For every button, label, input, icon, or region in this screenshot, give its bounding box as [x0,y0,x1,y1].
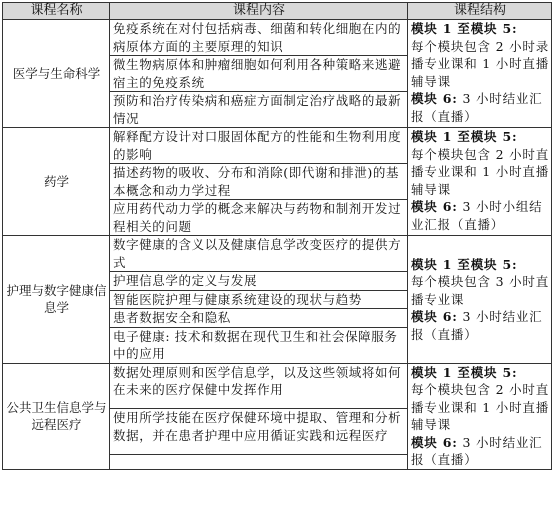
course-structure [408,236,552,364]
structure-modules-1-5-text: 每个模块包含 2 小时录播专业课和 1 小时直播辅导课 [411,38,549,89]
course-name: 药学 [3,128,110,236]
course-content-item: 电子健康: 技术和数据在现代卫生和社会保障服务中的应用 [110,327,408,363]
course-content-item: 解释配方设计对口服固体配方的性能和生物利用度的影响 [110,128,408,164]
course-content-item: 免疫系统在对付包括病毒、细菌和转化细胞在内的病原体方面的主要原理的知识 [110,20,408,56]
structure-module-6-text: 3 小时结业汇报（直播） [411,309,543,342]
structure-modules-1-5-label: 模块 1 至模块 5: [411,21,518,36]
structure-module-6-label: 模块 6: [411,199,458,214]
course-content-item: 护理信息学的定义与发展 [110,272,408,291]
structure-modules-1-5-text: 每个模块包含 2 小时直播专业课和 1 小时直播辅导课 [411,146,549,197]
structure-module-6-text: 3 小时结业汇报（直播） [411,434,543,467]
structure-modules-1-5-label: 模块 1 至模块 5: [411,129,518,144]
course-name: 护理与数字健康信息学 [3,236,110,364]
course-name: 医学与生命科学 [3,20,110,128]
course-structure [408,128,552,236]
table-row [3,20,552,56]
structure-modules-1-5-label: 模块 1 至模块 5: [411,364,518,380]
course-content-item: 数字健康的含义以及健康信息学改变医疗的提供方式 [110,236,408,272]
course-structure [408,363,552,469]
structure-module-6-text: 3 小时小组结业汇报（直播） [411,199,543,232]
table-row [3,128,552,164]
structure-modules-1-5-label: 模块 1 至模块 5: [411,256,518,272]
structure-module-6-label: 模块 6: [411,309,458,324]
course-content-item: 智能医院护理与健康系统建设的现状与趋势 [110,290,408,309]
header-course-content: 课程内容 [110,3,408,20]
course-content-item: 微生物病原体和肿瘤细胞如何利用各种策略来逃避宿主的免疫系统 [110,56,408,92]
table-row [3,363,552,409]
structure-module-6-label: 模块 6: [411,434,458,450]
course-table-container [2,2,552,470]
course-content-item: 描述药物的吸收、分布和消除(即代谢和排泄)的基本概念和动力学过程 [110,164,408,200]
course-content-item: 预防和治疗传染病和癌症方面制定治疗战略的最新情况 [110,92,408,128]
structure-module-6-label: 模块 6: [411,91,458,106]
structure-module-6-text: 3 小时结业汇报（直播） [411,91,543,124]
course-structure [408,20,552,128]
header-course-structure: 课程结构 [408,3,552,20]
course-content-item: 数据处理原则和医学信息学，以及这些领域将如何在未来的医疗保健中发挥作用 [110,363,408,409]
structure-modules-1-5-text: 每个模块包含 2 小时直播专业课和 1 小时直播辅导课 [411,382,549,432]
structure-modules-1-5-text: 每个模块包含 3 小时直播专业课 [411,274,549,307]
header-course-name: 课程名称 [3,3,110,20]
course-content-item: 使用所学技能在医疗保健环境中提取、管理和分析数据，并在患者护理中应用循证实践和远程医疗 [110,409,408,455]
course-content-item: 患者数据安全和隐私 [110,309,408,328]
course-name: 公共卫生信息学与远程医疗 [3,363,110,469]
course-content-item: 应用药代动力学的概念来解决与药物和制剂开发过程相关的问题 [110,200,408,236]
course-table [2,2,552,470]
table-row [3,236,552,272]
header-row [3,3,552,20]
course-content-item-empty [110,454,408,469]
